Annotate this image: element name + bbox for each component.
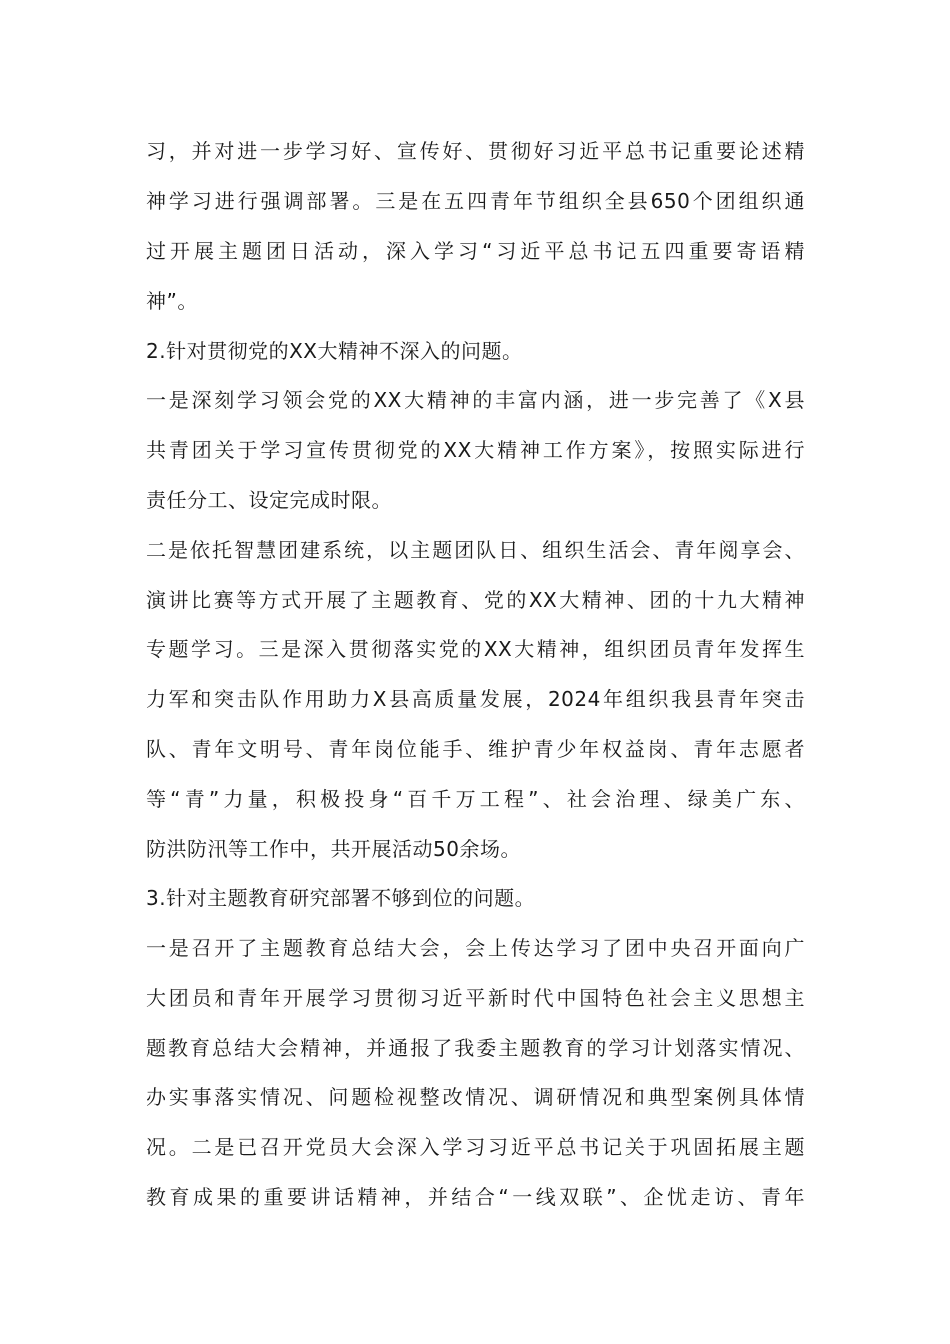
body-text-line: 大团员和青年开展学习贯彻习近平新时代中国特色社会主义思想主 [146,986,805,1010]
body-text-line: 一是召开了主题教育总结大会，会上传达学习了团中央召开面向广 [146,936,805,960]
body-text-line: 教育成果的重要讲话精神，并结合“一线双联”、企忧走访、青年 [146,1185,805,1209]
body-text-line: 神学习进行强调部署。三是在五四青年节组织全县650个团组织通 [146,189,805,213]
body-text-line: 共青团关于学习宣传贯彻党的XX大精神工作方案》，按照实际进行 [146,438,805,462]
body-text-line: 专题学习。三是深入贯彻落实党的XX大精神，组织团员青年发挥生 [146,637,805,661]
body-text-line: 防洪防汛等工作中，共开展活动50余场。 [146,837,521,861]
body-text-line: 队、青年文明号、青年岗位能手、维护青少年权益岗、青年志愿者 [146,737,805,761]
body-text-line: 等“青”力量，积极投身“百千万工程”、社会治理、绿美广东、 [146,787,805,811]
body-text-line: 责任分工、设定完成时限。 [146,488,392,512]
body-text-line: 办实事落实情况、问题检视整改情况、调研情况和典型案例具体情 [146,1085,805,1109]
body-text-line: 习，并对进一步学习好、宣传好、贯彻好习近平总书记重要论述精 [146,139,805,163]
body-text-line: 演讲比赛等方式开展了主题教育、党的XX大精神、团的十九大精神 [146,588,805,612]
body-text-line: 力军和突击队作用助力X县高质量发展，2024年组织我县青年突击 [146,687,805,711]
body-text-line: 过开展主题团日活动，深入学习“习近平总书记五四重要寄语精 [146,239,805,263]
body-text-line: 况。二是已召开党员大会深入学习习近平总书记关于巩固拓展主题 [146,1135,805,1159]
body-text-line: 题教育总结大会精神，并通报了我委主题教育的学习计划落实情况、 [146,1036,805,1060]
section-heading: 2.针对贯彻党的XX大精神不深入的问题。 [146,339,523,363]
body-text-line: 神”。 [146,289,198,313]
body-text-line: 二是依托智慧团建系统，以主题团队日、组织生活会、青年阅享会、 [146,538,805,562]
body-text-line: 一是深刻学习领会党的XX大精神的丰富内涵，进一步完善了《X县 [146,388,805,412]
section-heading: 3.针对主题教育研究部署不够到位的问题。 [146,886,536,910]
